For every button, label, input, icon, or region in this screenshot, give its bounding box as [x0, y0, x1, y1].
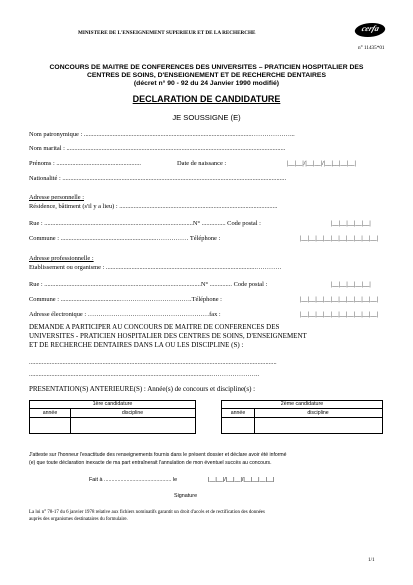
fax-box[interactable]: |__|__|__|__|__|__|__|__|__|__| [300, 311, 378, 318]
nationalite-field[interactable]: Nationalité : ............................................................................................................................................ [29, 175, 287, 182]
legal-line-1: La loi n° 78-17 du 6 janvier 1978 relative aux fichiers nominatifs garantit un droit d'accès et de rectification des données [29, 510, 265, 515]
page-title: DECLARATION DE CANDIDATURE [132, 94, 281, 104]
professional-phone-box[interactable]: |__|__|__|__|__|__|__|__|__|__| [300, 296, 378, 303]
signature-label: Signature [174, 493, 198, 499]
table2-title: 2ème candidature [280, 401, 324, 407]
date-naissance-label: Date de naissance : [177, 160, 227, 167]
nom-marital-field[interactable]: Nom marital : ......................................................................................................................................... [29, 145, 286, 152]
discipline-field-2[interactable]: ..................................................................................................................………………….. [29, 371, 260, 378]
request-line-3: ET DE RECHERCHE DENTAIRES DANS LA OU LES DISCIPLINE (S) : [29, 341, 244, 349]
personal-phone-box[interactable]: |__|__|__|__|__|__|__|__|__|__| [300, 235, 378, 242]
professional-postal-box[interactable]: |__|__|__|__|__| [331, 281, 371, 288]
personal-postal-box[interactable]: |__|__|__|__|__| [331, 220, 371, 227]
presentations-heading: PRESENTATION(S) ANTERIEURE(S) : Année(s) de concours et discipline(s) : [29, 385, 256, 393]
request-line-2: UNIVERSITES - PRATICIEN HOSPITALIER DES CENTRES DE SOINS, D'ENSEIGNEMENT [29, 332, 307, 340]
table1-title: 1ère candidature [92, 401, 133, 407]
email-fax-field[interactable]: Adresse électronique : …………………………………………………fax : [29, 311, 221, 318]
residence-field[interactable]: Résidence, bâtiment (s'il y a lieu) : ................................................................................................... [29, 203, 278, 210]
personal-rue-field[interactable]: Rue : .............................................................................................N° ............... Code postal : [29, 220, 261, 227]
table2-col-discipline: discipline [307, 410, 329, 416]
table1-col-discipline: discipline [121, 410, 144, 416]
certification-line-1: J'atteste sur l'honneur l'exactitude des renseignements fournis dans le présent dossier et déclare avoir été informé [29, 452, 287, 458]
professional-rue-field[interactable]: Rue : ..................................................................................................N° .............. Code postal : [29, 281, 268, 288]
personal-address-heading: Adresse personnelle : [29, 194, 85, 201]
nom-patronymique-field[interactable]: Nom patronymique : .........................................................................................................………………... [29, 131, 295, 138]
ministry-header: MINISTERE DE L'ENSEIGNEMENT SUPERIEUR ET DE LA RECHERCHE [78, 30, 256, 36]
cerfa-logo [353, 23, 388, 37]
fait-a-field[interactable]: Fait à ............................................. le [89, 477, 178, 483]
request-line-1: DEMANDE A PARTICIPER AU CONCOURS DE MAITRE DE CONFERENCES DES [29, 323, 280, 331]
candidature-table-1 [29, 400, 196, 434]
title-line-2: CENTRES DE SOINS, D'ENSEIGNEMENT ET DE RECHERCHE DENTAIRES [86, 72, 327, 79]
table1-col-year: année [42, 410, 58, 416]
prenoms-field[interactable]: Prénoms : ..................................................... [29, 160, 142, 167]
certification-line-2: (e) que toute déclaration inexacte de ma part entraînerait l'annulation de mon éventuel succès au concours. [29, 460, 272, 466]
title-decree: (décret n° 90 - 92 du 24 Janvier 1990 modifié) [133, 80, 280, 87]
page-number: 1/1 [368, 557, 375, 563]
table2-col-year: année [230, 410, 246, 416]
signature-date-box[interactable]: |__|__|/|__|__|/|__|__|__|__| [208, 477, 275, 483]
etablissement-field[interactable]: Etablissement ou organisme : ..............................................................................................………… [29, 264, 282, 271]
subheading: JE SOUSSIGNE (E) [172, 113, 241, 122]
date-naissance-box[interactable]: |__|__|/|__|__|/|__|__|__|__| [287, 160, 356, 167]
candidature-table-2 [221, 400, 383, 434]
cerfa-logo-text: cerfa [360, 24, 381, 33]
discipline-field-1[interactable]: ........................................................................................................................................................... [29, 359, 277, 366]
professional-address-heading: Adresse professionnelle : [29, 255, 94, 262]
title-line-1: CONCOURS DE MAITRE DE CONFERENCES DES UNIVERSITES – PRATICIEN HOSPITALIER DES [49, 64, 364, 71]
legal-line-2: auprès des organismes destinataires du formulaire. [29, 517, 128, 522]
form-number: n° 11435*01 [358, 45, 385, 51]
personal-commune-field[interactable]: Commune : ............................................................…………… Téléphone : [29, 235, 221, 242]
professional-commune-field[interactable]: Commune : .....................................…………………………….Téléphone : [29, 296, 222, 303]
